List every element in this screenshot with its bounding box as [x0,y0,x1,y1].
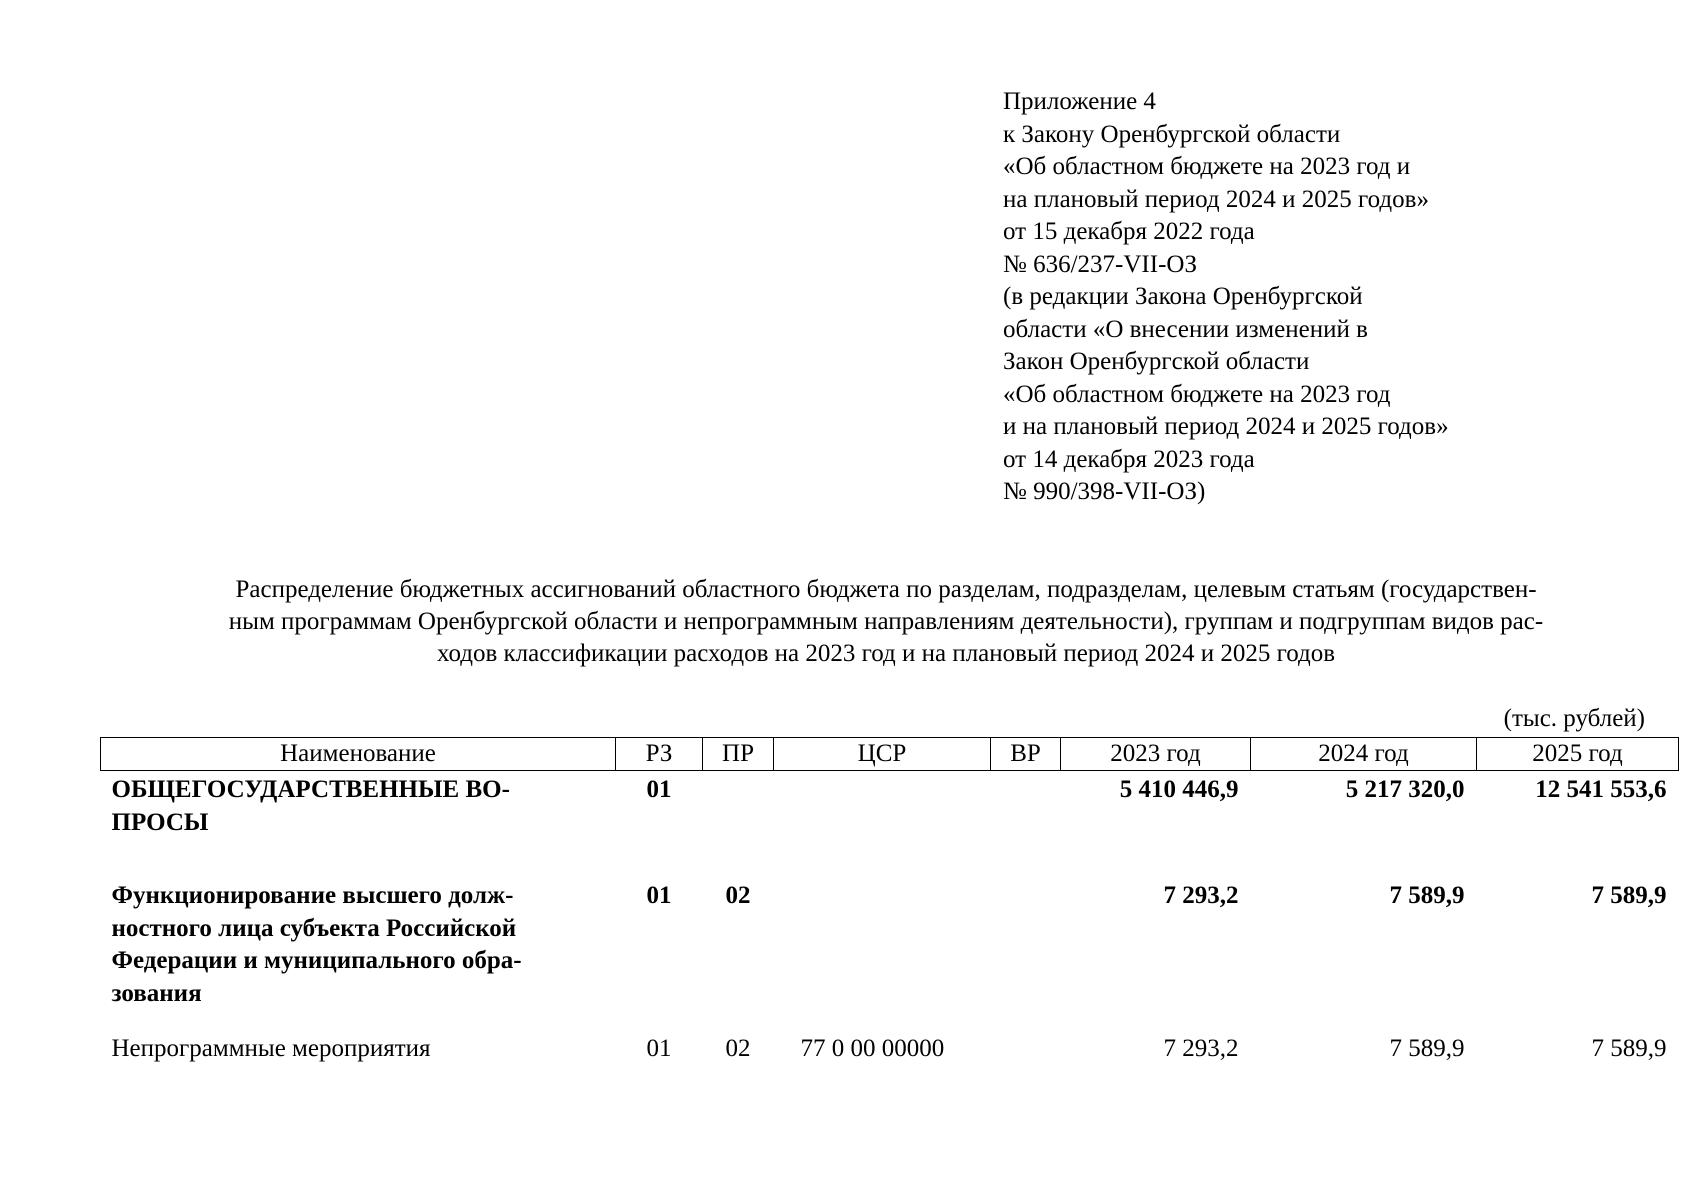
appendix-line: № 990/398-VII-ОЗ) [1003,478,1206,505]
row-2023: 7 293,2 [1163,882,1239,909]
row-rz: 01 [646,1035,672,1062]
col-header-2025: 2025 год [1477,738,1679,771]
title-line: Распределение бюджетных ассигнований областного бюджета по разделам, подразделам, целевым статьям (государствен- [235,576,1537,603]
row-name-line: зования [111,979,202,1007]
table-header-row [101,738,1679,771]
table-row [101,1033,1679,1066]
budget-table [100,737,1679,1066]
appendix-line: к Закону Оренбургской области [1003,120,1341,148]
row-2024: 5 217 320,0 [1345,776,1465,803]
appendix-line: Закон Оренбургской области [1003,348,1310,375]
row-name [101,880,616,1033]
row-2023: 7 293,2 [1163,1035,1239,1062]
row-name [101,771,616,881]
row-pr: 02 [725,1035,751,1062]
row-vr [991,771,1061,881]
row-name [101,1033,616,1066]
col-header-csr: ЦСР [774,738,991,771]
row-csr: 77 0 00 00000 [800,1035,945,1062]
row-rz: 01 [646,776,672,803]
appendix-line: и на плановый период 2024 и 2025 годов» [1003,413,1449,440]
row-2024: 7 589,9 [1389,1035,1465,1062]
row-rz: 01 [646,882,672,909]
title-line: ходов классификации расходов на 2023 год и на плановый период 2024 и 2025 годов [436,640,1336,667]
appendix-line: от 14 декабря 2023 года [1003,445,1255,473]
row-name-line: ОБЩЕГОСУДАРСТВЕННЫЕ ВО- [111,776,510,803]
table-row [101,880,1679,1033]
appendix-line: «Об областном бюджете на 2023 год [1003,380,1391,408]
row-pr [703,771,774,881]
appendix-line: «Об областном бюджете на 2023 год и [1003,153,1411,180]
row-2024: 7 589,9 [1389,882,1465,909]
row-name-line: Непрограммные мероприятия [111,1035,431,1062]
row-2025: 7 589,9 [1591,1035,1667,1062]
appendix-line: области «О внесении изменений в [1003,315,1368,343]
row-name-line: Функционирование высшего долж- [111,882,514,909]
table-row [101,771,1679,881]
appendix-line: Приложение 4 [1003,88,1156,115]
row-name-line: ПРОСЫ [111,808,209,836]
row-csr [774,880,991,1033]
row-pr: 02 [725,882,751,909]
appendix-line: на плановый период 2024 и 2025 годов» [1003,185,1429,213]
col-header-2024: 2024 год [1251,738,1477,771]
appendix-reference [1003,86,1449,509]
row-vr [991,1033,1061,1066]
col-header-pr: ПР [703,738,774,771]
title-line: ным программам Оренбургской области и непрограммным направлениям деятельности), группам и подгруппам видов рас- [228,608,1544,635]
appendix-line: (в редакции Закона Оренбургской [1003,283,1363,310]
col-header-vr: ВР [991,738,1061,771]
row-vr [991,880,1061,1033]
appendix-line: № 636/237-VII-ОЗ [1003,250,1197,278]
row-2023: 5 410 446,9 [1119,776,1239,803]
col-header-name: Наименование [101,738,616,771]
document-title [140,574,1632,670]
appendix-line: от 15 декабря 2022 года [1003,218,1255,245]
row-2025: 12 541 553,6 [1535,776,1667,803]
col-header-rz: РЗ [616,738,703,771]
row-name-line: Федерации и муниципального обра- [111,947,522,974]
unit-note: (тыс. рублей) [1503,705,1645,732]
row-name-line: ностного лица субъекта Российской [111,914,517,942]
row-2025: 7 589,9 [1591,882,1667,909]
col-header-2023: 2023 год [1061,738,1251,771]
row-csr [774,771,991,881]
